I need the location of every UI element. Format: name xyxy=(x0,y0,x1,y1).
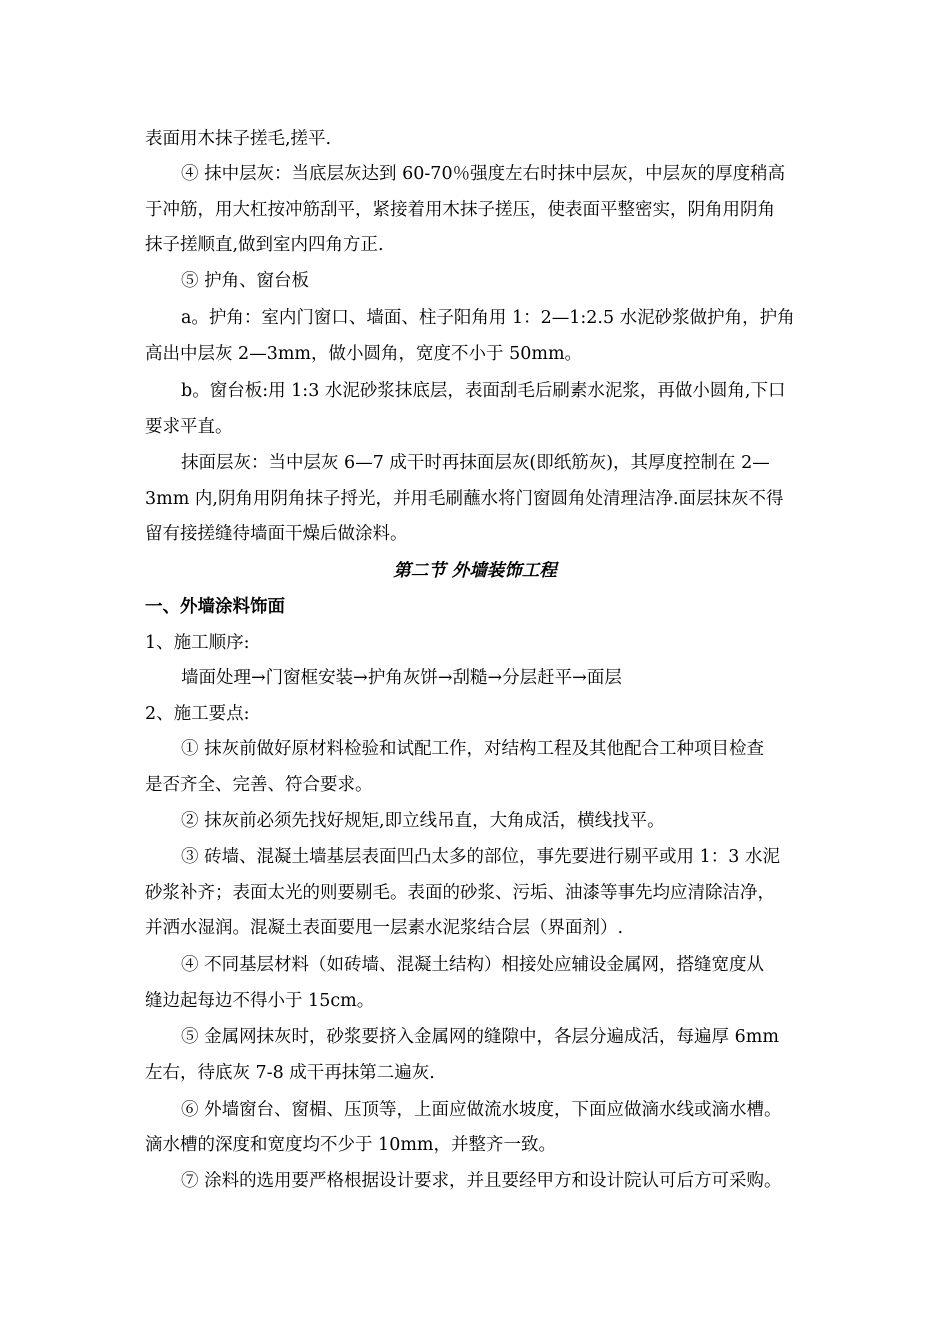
text-line: 左右，待底灰 7-8 成干再抹第二遍灰. xyxy=(145,1063,435,1083)
text-line: ③ 砖墙、混凝土墙基层表面凹凸太多的部位，事先要进行剔平或用 1：3 水泥 xyxy=(181,847,780,867)
text-line: 并洒水湿润。混凝土表面要甩一层素水泥浆结合层（界面剂）. xyxy=(145,918,624,938)
subsection-heading: 一、外墙涂料饰面 xyxy=(145,597,285,617)
text-line: ⑥ 外墙窗台、窗楣、压顶等，上面应做流水坡度，下面应做滴水线或滴水槽。 xyxy=(181,1100,782,1120)
text-line: 砂浆补齐；表面太光的则要剔毛。表面的砂浆、污垢、油漆等事先均应清除洁净， xyxy=(145,883,775,903)
text-line: ⑤ 护角、窗台板 xyxy=(181,271,310,291)
text-line: 要求平直。 xyxy=(145,417,233,437)
text-line: 抹面层灰：当中层灰 6—7 成干时再抹面层灰(即纸筋灰)，其厚度控制在 2— xyxy=(181,453,770,473)
text-line: ④ 不同基层材料（如砖墙、混凝土结构）相接处应辅设金属网，搭缝宽度从 xyxy=(181,955,765,975)
text-line: 是否齐全、完善、符合要求。 xyxy=(145,775,373,795)
text-line: a。护角：室内门窗口、墙面、柱子阳角用 1：2—1:2.5 水泥砂浆做护角，护角 xyxy=(181,308,795,328)
text-line: ⑦ 涂料的选用要严格根据设计要求，并且要经甲方和设计院认可后方可采购。 xyxy=(181,1171,782,1191)
text-line: 1、施工顺序: xyxy=(145,633,250,653)
text-line: 留有接搓缝待墙面干燥后做涂料。 xyxy=(145,524,408,544)
text-line: ④ 抹中层灰：当底层灰达到 60-70％强度左右时抹中层灰，中层灰的厚度稍高 xyxy=(181,164,786,184)
text-line: ② 抹灰前必须先找好规矩,即立线吊直，大角成活，横线找平。 xyxy=(181,811,665,831)
text-line: ⑤ 金属网抹灰时，砂浆要挤入金属网的缝隙中，各层分遍成活，每遍厚 6mm xyxy=(181,1027,779,1047)
text-line: 表面用木抹子搓毛,搓平. xyxy=(145,129,332,149)
text-line: 缝边起每边不得小于 15cm。 xyxy=(145,991,375,1011)
text-line: ① 抹灰前做好原材料检验和试配工作，对结构工程及其他配合工种项目检查 xyxy=(181,739,765,759)
text-line: b。窗台板:用 1:3 水泥砂浆抹底层，表面刮毛后刷素水泥浆，再做小圆角,下口 xyxy=(181,381,786,401)
text-line: 墙面处理→门窗框安装→护角灰饼→刮糙→分层赶平→面层 xyxy=(181,668,622,688)
text-line: 3mm 内,阴角用阴角抹子捋光，并用毛刷蘸水将门窗圆角处清理洁净.面层抹灰不得 xyxy=(145,489,784,509)
text-line: 高出中层灰 2—3mm，做小圆角，宽度不小于 50mm。 xyxy=(145,344,583,364)
text-line: 滴水槽的深度和宽度均不少于 10mm，并整齐一致。 xyxy=(145,1135,557,1155)
section-heading: 第二节 外墙装饰工程 xyxy=(393,561,557,581)
text-line: 于冲筋，用大杠按冲筋刮平，紧接着用木抹子搓压，使表面平整密实，阴角用阴角 xyxy=(145,200,775,220)
text-line: 2、施工要点: xyxy=(145,704,250,724)
text-line: 抹子搓顺直,做到室内四角方正. xyxy=(145,235,384,255)
